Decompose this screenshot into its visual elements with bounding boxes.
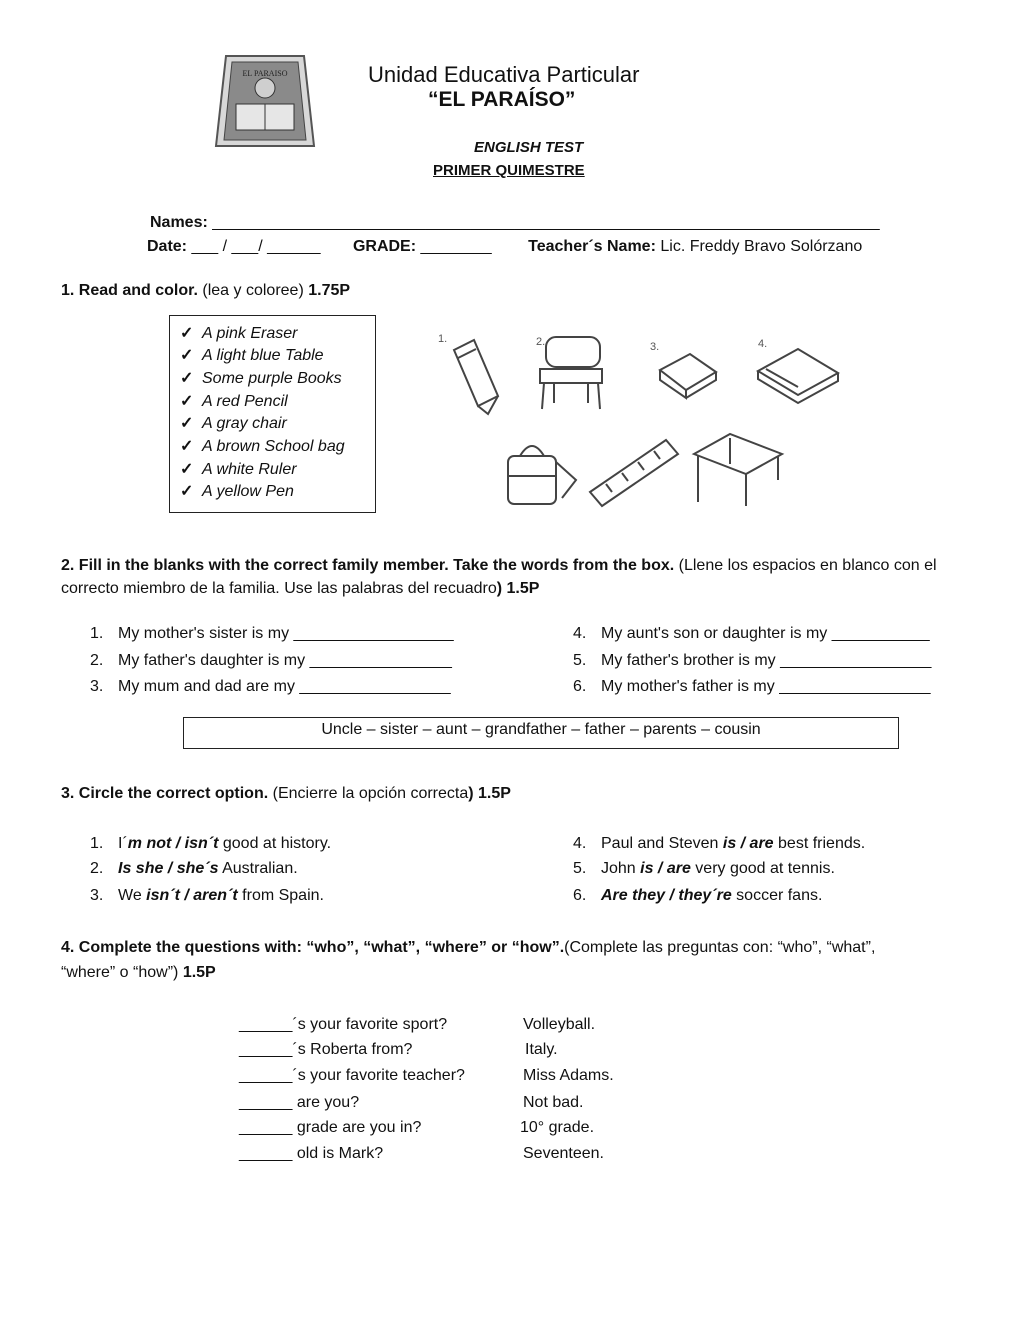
family-question[interactable]: 1. My mother's sister is my __________________ xyxy=(90,625,454,642)
color-item: ✓ A gray chair xyxy=(180,415,287,432)
family-question[interactable]: 5. My father's brother is my _________________ xyxy=(573,652,932,669)
names-blank[interactable]: ___________________________________________________________________________ xyxy=(212,214,880,231)
color-item: ✓ A red Pencil xyxy=(180,393,288,410)
wh-answer: Miss Adams. xyxy=(523,1067,614,1084)
table-icon[interactable] xyxy=(690,428,786,510)
svg-text:4.: 4. xyxy=(758,338,768,350)
section3-instruction: (Encierre la opción correcta xyxy=(272,785,469,802)
school-bag-icon[interactable] xyxy=(500,434,582,508)
family-question[interactable]: 6. My mother's father is my _________________ xyxy=(573,678,931,695)
section4-heading-line2 xyxy=(61,963,216,983)
school-logo xyxy=(214,54,316,150)
grade-label: GRADE: xyxy=(352,238,417,255)
check-icon: ✓ xyxy=(180,325,194,342)
names-label: Names: xyxy=(150,214,208,231)
section2-instruction-cont: correcto miembro de la familia. Use las palabras del recuadro xyxy=(61,580,497,597)
option-choice[interactable]: Are they / they´re xyxy=(601,887,732,904)
names-line xyxy=(150,213,880,233)
date-label: Date: xyxy=(147,238,188,255)
section2-heading xyxy=(61,556,937,576)
color-item: ✓ A brown School bag xyxy=(180,438,345,455)
color-item: ✓ A white Ruler xyxy=(180,461,297,478)
check-icon: ✓ xyxy=(180,438,194,455)
school-title: “EL PARAÍSO” xyxy=(428,88,576,111)
circle-question: 1. I´m not / isn´t good at history. xyxy=(90,835,332,852)
section4-heading xyxy=(61,938,875,958)
section3-points: ) 1.5P xyxy=(468,785,511,802)
books-icon[interactable] xyxy=(752,337,844,407)
option-choice[interactable]: m not / isn´t xyxy=(127,835,219,852)
wh-question[interactable]: ______´s Roberta from? xyxy=(239,1041,413,1058)
wh-question[interactable]: ______ old is Mark? xyxy=(239,1145,384,1162)
section1-instruction: (lea y coloree) xyxy=(202,282,304,299)
section2-points: ) 1.5P xyxy=(496,580,540,597)
check-icon: ✓ xyxy=(180,393,194,410)
option-choice[interactable]: Is she / she´s xyxy=(118,860,219,877)
check-icon: ✓ xyxy=(180,370,194,387)
pencil-icon[interactable] xyxy=(436,330,506,420)
check-icon: ✓ xyxy=(180,347,194,364)
eraser-icon[interactable] xyxy=(650,340,722,400)
wh-answer: Seventeen. xyxy=(523,1145,604,1162)
color-item: ✓ A light blue Table xyxy=(180,347,324,364)
circle-question: 2. Is she / she´s Australian. xyxy=(90,860,298,877)
section4-instruction: (Complete las preguntas con: “who”, “what”, xyxy=(564,939,876,956)
section1-points: 1.75P xyxy=(308,282,351,299)
svg-text:2.: 2. xyxy=(536,336,546,348)
date-line xyxy=(147,237,862,257)
wh-answer: Italy. xyxy=(525,1041,558,1058)
svg-text:1.: 1. xyxy=(438,333,448,345)
word-box: Uncle – sister – aunt – grandfather – father – parents – cousin xyxy=(183,717,899,749)
check-icon: ✓ xyxy=(180,461,194,478)
section4-points: 1.5P xyxy=(182,964,216,981)
section2-heading-line2 xyxy=(61,579,539,599)
circle-question: 4. Paul and Steven is / are best friends. xyxy=(573,835,866,852)
term-title: PRIMER QUIMESTRE xyxy=(433,162,585,179)
wh-question[interactable]: ______ are you? xyxy=(239,1094,360,1111)
color-item: ✓ Some purple Books xyxy=(180,370,342,387)
section4-instruction-cont: “where” o “how”) xyxy=(61,964,179,981)
family-question[interactable]: 4. My aunt's son or daughter is my ___________ xyxy=(573,625,930,642)
teacher-label: Teacher´s Name: xyxy=(528,238,656,255)
option-choice[interactable]: is / are xyxy=(640,860,691,877)
test-title: ENGLISH TEST xyxy=(474,139,584,156)
color-list-box xyxy=(169,315,376,513)
section1-heading xyxy=(61,281,350,301)
section3-heading xyxy=(61,784,511,804)
color-item: ✓ A yellow Pen xyxy=(180,483,294,500)
wh-question[interactable]: ______ grade are you in? xyxy=(239,1119,422,1136)
section3-title: 3. Circle the correct option. xyxy=(61,785,269,802)
ruler-icon[interactable] xyxy=(586,436,682,508)
section4-title: 4. Complete the questions with: “who”, “what”, “where” or “how”. xyxy=(61,939,565,956)
wh-answer: Not bad. xyxy=(523,1094,584,1111)
date-blank[interactable]: ___ / ___/ ______ xyxy=(191,238,321,255)
svg-text:3.: 3. xyxy=(650,341,660,353)
section2-title: 2. Fill in the blanks with the correct family member. Take the words from the box. xyxy=(61,557,675,574)
circle-question: 6. Are they / they´re soccer fans. xyxy=(573,887,823,904)
chair-icon[interactable] xyxy=(532,333,612,413)
check-icon: ✓ xyxy=(180,483,194,500)
option-choice[interactable]: isn´t / aren´t xyxy=(146,887,238,904)
wh-answer: 10° grade. xyxy=(520,1119,595,1136)
family-question[interactable]: 2. My father's daughter is my ________________ xyxy=(90,652,452,669)
circle-question: 5. John is / are very good at tennis. xyxy=(573,860,835,877)
family-question[interactable]: 3. My mum and dad are my _________________ xyxy=(90,678,451,695)
grade-blank[interactable]: ________ xyxy=(420,238,492,255)
wh-answer: Volleyball. xyxy=(523,1016,596,1033)
section1-title: 1. Read and color. xyxy=(61,282,198,299)
section2-instruction: (Llene los espacios en blanco con el xyxy=(678,557,937,574)
check-icon: ✓ xyxy=(180,415,194,432)
svg-text:EL PARAISO: EL PARAISO xyxy=(242,69,288,78)
option-choice[interactable]: is / are xyxy=(722,835,774,852)
teacher-name: Lic. Freddy Bravo Solórzano xyxy=(660,238,863,255)
circle-question: 3. We isn´t / aren´t from Spain. xyxy=(90,887,324,904)
color-item: ✓ A pink Eraser xyxy=(180,325,298,342)
school-name: Unidad Educativa Particular xyxy=(368,62,640,87)
wh-question[interactable]: ______´s your favorite teacher? xyxy=(239,1067,465,1084)
wh-question[interactable]: ______´s your favorite sport? xyxy=(239,1016,448,1033)
